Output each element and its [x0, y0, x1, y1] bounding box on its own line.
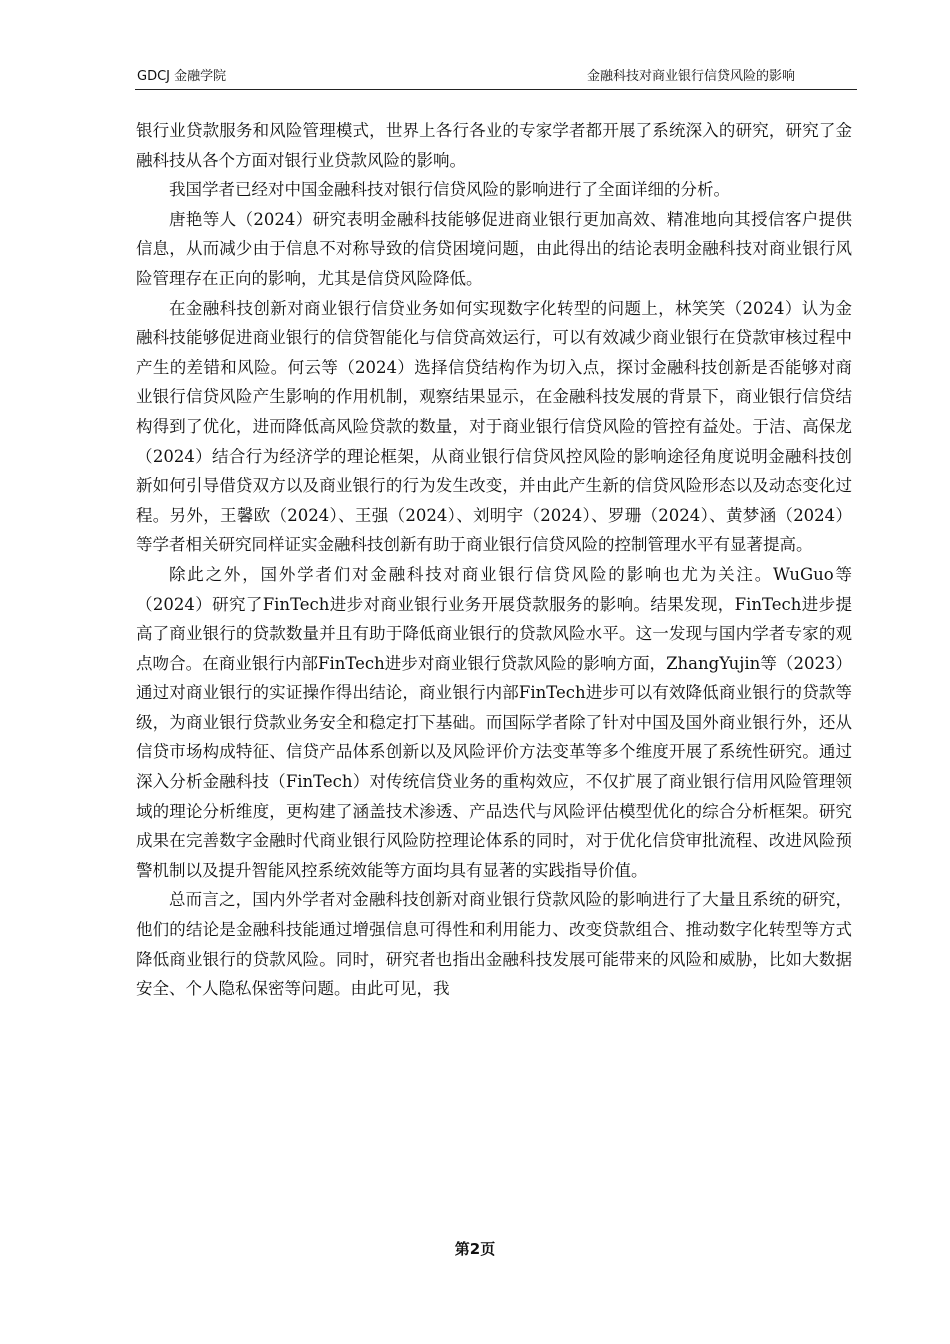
page-number: 第2页 — [454, 1240, 496, 1258]
paragraph: 除此之外，国外学者们对金融科技对商业银行信贷风险的影响也尤为关注。WuGuo等（2024）研究了FinTech进步对商业银行业务开展贷款服务的影响。结果发现，FinTech进步提高了商业银行的贷款数量并且有助于降低商业银行的贷款风险水平。这一发现与国内学者专家的观点吻合。在商业银行内部FinTech进步对商业银行贷款风险的影响方面，ZhangYujin等（2023）通过对商业银行的实证操作得出结论，商业银行内部FinTech进步可以有效降低商业银行的贷款等级，为商业银行贷款业务安全和稳定打下基础。而国际学者除了针对中国及国外商业银行外，还从信贷市场构成特征、信贷产品体系创新以及风险评价方法变革等多个维度开展了系统性研究。通过深入分析金融科技（FinTech）对传统信贷业务的重构效应，不仅扩展了商业银行信用风险管理领域的理论分析维度，更构建了涵盖技术渗透、产品迭代与风险评估模型优化的综合分析框架。研究成果在完善数字金融时代商业银行风险防控理论体系的同时，对于优化信贷审批流程、改进风险预警机制以及提升智能风控系统效能等方面均具有显著的实践指导价值。 — [136, 564, 852, 880]
body-text — [136, 116, 852, 1004]
paragraph: 在金融科技创新对商业银行信贷业务如何实现数字化转型的问题上，林笑笑（2024）认为金融科技能够促进商业银行的信贷智能化与信贷高效运行，可以有效减少商业银行在贷款审核过程中产生的差错和风险。何云等（2024）选择信贷结构作为切入点，探讨金融科技创新是否能够对商业银行信贷风险产生影响的作用机制，观察结果显示，在金融科技发展的背景下，商业银行信贷结构得到了优化，进而降低高风险贷款的数量，对于商业银行信贷风险的管控有益处。于洁、高保龙（2024）结合行为经济学的理论框架，从商业银行信贷风控风险的影响途径角度说明金融科技创新如何引导借贷双方以及商业银行的行为发生改变，并由此产生新的信贷风险形态以及动态变化过程。另外，王馨欧（2024）、王强（2024）、刘明宇（2024）、罗珊（2024）、黄梦涵（2024）等学者相关研究同样证实金融科技创新有助于商业银行信贷风险的控制管理水平有显著提高。 — [136, 298, 852, 555]
paragraph-continued: 银行业贷款服务和风险管理模式，世界上各行各业的专家学者都开展了系统深入的研究，研究了金融科技从各个方面对银行业贷款风险的影响。 — [136, 121, 852, 170]
page-header — [135, 67, 857, 90]
header-institution: GDCJ 金融学院 — [137, 69, 227, 84]
paragraph: 唐艳等人（2024）研究表明金融科技能够促进商业银行更加高效、精准地向其授信客户提供信息，从而减少由于信息不对称导致的信贷困境问题，由此得出的结论表明金融科技对商业银行风险管理存在正向的影响，尤其是信贷风险降低。 — [136, 209, 852, 288]
paragraph: 我国学者已经对中国金融科技对银行信贷风险的影响进行了全面详细的分析。 — [169, 180, 730, 200]
header-thesis-title: 金融科技对商业银行信贷风险的影响 — [586, 69, 795, 84]
paragraph: 总而言之，国内外学者对金融科技创新对商业银行贷款风险的影响进行了大量且系统的研究，他们的结论是金融科技能通过增强信息可得性和利用能力、改变贷款组合、推动数字化转型等方式降低商业银行的贷款风险。同时，研究者也指出金融科技发展可能带来的风险和威胁，比如大数据安全、个人隐私保密等问题。由此可见，我 — [136, 890, 852, 999]
